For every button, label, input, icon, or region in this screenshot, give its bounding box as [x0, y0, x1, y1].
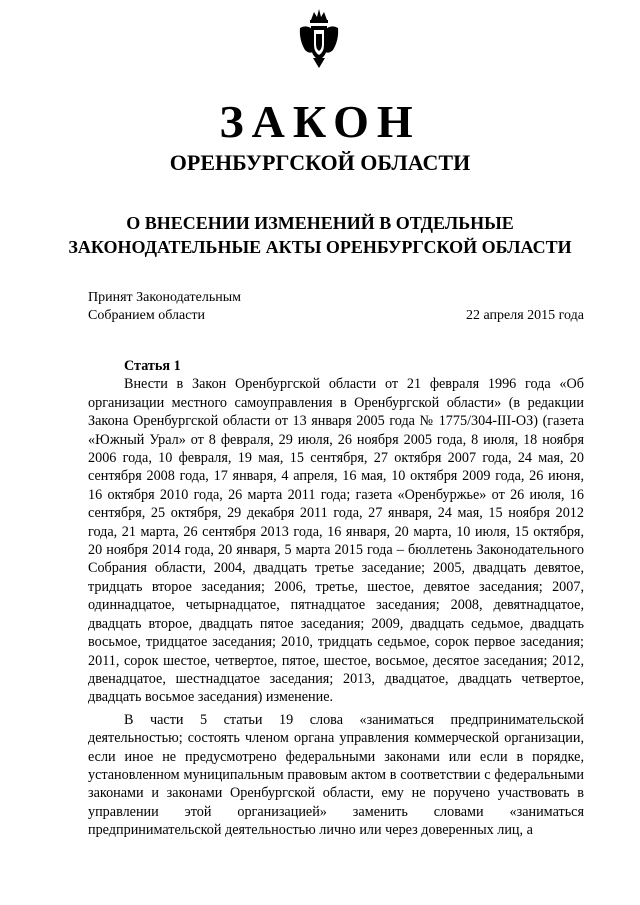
adoption-line-2: Собранием области — [88, 308, 206, 323]
article-paragraph-1: Внести в Закон Оренбургской области от 21 февраля 1996 года «Об организации местного самоуправления в Оренбургской области» (в редакции Закона Оренбургской области от 13 января 2005 года № 1775/304-III-ОЗ) (газета «Южный Урал» от 8 февраля, 29 июля, 26 ноября 2005 года, 8 июля, 18 ноября 2006 года, 10 февраля, 19 мая, 15 сентября, 27 октября 2007 года, 24 мая, 20 сентября 2008 года, 17 января, 4 апреля, 16 мая, 10 октября 2009 года, 26 июня, 16 октября 2010 года, 26 марта 2011 года; газета «Оренбуржье» от 26 июля, 16 сентября, 25 октября, 29 декабря 2011 года, 27 января, 24 мая, 15 ноября 2012 года, 21 марта, 26 сентября 2013 года, 16 января, 20 марта, 10 июля, 15 октября, 20 ноября 2014 года, 20 января, 5 марта 2015 года – бюллетень Законодательного Собрания области, 2004, двадцать третье заседание; 2005, двадцать девятое, тридцать второе заседания; 2006, третье, шестое, девятое заседания; 2007, одиннадцатое, четырнадцатое, пятнадцатое заседания; 2008, девятнадцатое, двадцать второе, двадцать пятое заседания; 2009, двадцать седьмое, двадцать восьмое, тридцатое заседания; 2010, тридцать седьмое, сорок первое заседания; 2011, сорок шестое, четвертое, пятое, шестое, восьмое, десятое заседания; 2012, двенадцатое, шестнадцатое заседания; 2013, двадцатое, двадцать четвертое, двадцать восьмое заседания) изменение. — [88, 376, 584, 706]
adoption-line-1: Принят Законодательным — [88, 290, 241, 305]
article-paragraph-2: В части 5 статьи 19 слова «заниматься предпринимательской деятельностью; состоять членом органа управления коммерческой организации, если иное не предусмотрено федеральными законами или если в порядке, установленном муниципальным правовым актом в соответствии с федеральными законами и законами Оренбургской области, ему не поручено участвовать в управлении этой организацией» заменить словами «заниматься предпринимательской деятельностью лично или через доверенных лиц, а — [88, 711, 584, 839]
law-title: ЗАКОН — [219, 96, 421, 147]
adoption-date: 22 апреля 2015 года — [466, 308, 584, 323]
law-subject-line-2: ЗАКОНОДАТЕЛЬНЫЕ АКТЫ ОРЕНБУРГСКОЙ ОБЛАСТИ — [68, 237, 572, 257]
law-subject-line-1: О ВНЕСЕНИИ ИЗМЕНЕНИЙ В ОТДЕЛЬНЫЕ — [126, 213, 514, 233]
law-subject — [0, 211, 640, 259]
region-title: ОРЕНБУРГСКОЙ ОБЛАСТИ — [169, 150, 471, 175]
adoption-note — [88, 289, 241, 325]
coat-of-arms-icon — [297, 6, 341, 70]
article-1 — [88, 357, 584, 840]
article-title: Статья 1 — [124, 358, 181, 374]
